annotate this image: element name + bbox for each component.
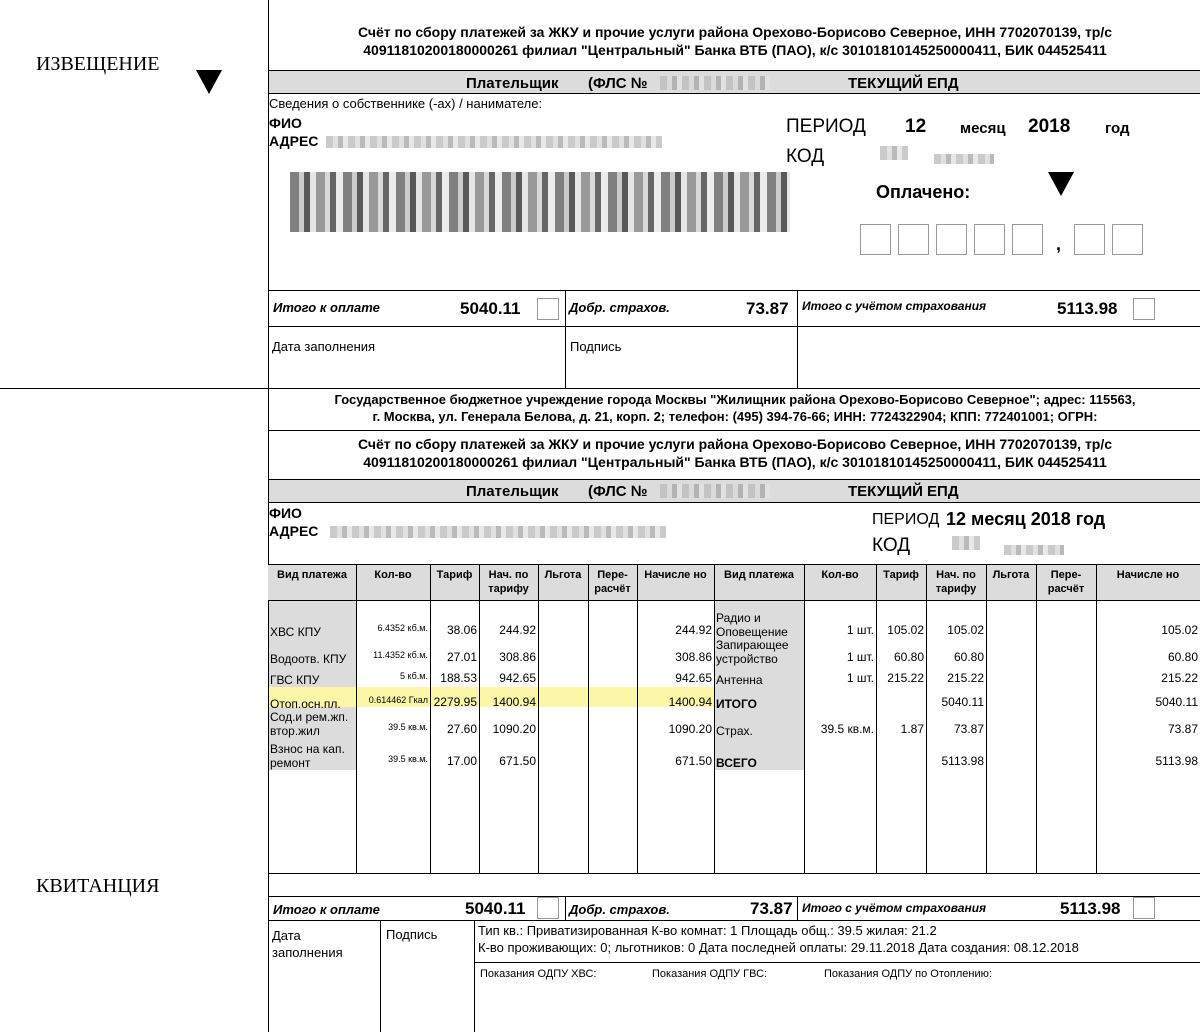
charge-cell-right: 105.02 [887, 623, 924, 637]
bottom-divider [474, 920, 475, 1032]
charge-cell-right: Радио и Оповещение [716, 611, 788, 639]
signature-label: Подпись [570, 339, 622, 354]
bottom-insurance-label: Добр. страхов. [569, 902, 670, 917]
charge-cell-right: ВСЕГО [716, 756, 757, 770]
org-line-1: Государственное бюджетное учреждение города Москвы "Жилищник района Орехово-Борисово Северное"; адрес: 115563, [334, 392, 1136, 407]
receipt-address-redacted [330, 526, 666, 538]
charge-cell-right: 5113.98 [1155, 754, 1198, 768]
bottom-insurance-value: 73.87 [750, 899, 793, 918]
bottom-totals-divider [797, 896, 798, 920]
receipt-code-redacted-1 [952, 536, 980, 550]
table-header-cell: Начисле но [1116, 569, 1180, 581]
charge-cell: 308.86 [499, 650, 536, 664]
charge-cell-right: 1 шт. [846, 650, 874, 664]
down-triangle-icon [1048, 172, 1074, 196]
bottom-fill-date-label: Дата заполнения [272, 928, 343, 960]
paid-comma: , [1056, 234, 1062, 254]
charge-cell-right: Страх. [716, 724, 753, 738]
bottom-totals-top-line [268, 896, 1200, 897]
receipt-code-redacted-2 [1004, 545, 1064, 555]
fls-number-redacted [660, 76, 770, 90]
charge-cell: 11.4352 кб.м. [373, 650, 428, 660]
address-label: АДРЕС [269, 133, 319, 149]
insurance-value: 73.87 [746, 299, 789, 318]
receipt-fio-label: ФИО [269, 505, 302, 521]
charge-cell: 244.92 [499, 623, 536, 637]
table-column-line [637, 564, 638, 873]
charge-cell: 27.01 [446, 650, 477, 664]
bottom-totals-divider [565, 896, 566, 920]
charge-cell: 1400.94 [492, 695, 536, 709]
charge-cell-right: Антенна [716, 673, 763, 687]
charge-cell: 1090.20 [492, 722, 536, 736]
charge-cell-right: 105.02 [1161, 623, 1198, 637]
receipt-period-label: ПЕРИОД [872, 511, 940, 528]
charge-cell: 38.06 [446, 623, 477, 637]
fill-date-label: Дата заполнения [272, 339, 376, 354]
info-line-2: К-во проживающих: 0; льготников: 0 Дата последней оплаты: 29.11.2018 Дата создания: 08.12.2018 [478, 940, 1079, 955]
table-header-cell: Кол-во [821, 569, 859, 581]
charge-cell: 942.65 [675, 671, 712, 685]
table-column-line [1036, 564, 1037, 873]
charge-cell: ХВС КПУ [270, 625, 321, 639]
section-divider [0, 388, 1200, 389]
receipt-fls-redacted [660, 484, 770, 498]
table-column-line [714, 564, 715, 873]
paid-digit-box[interactable] [1074, 224, 1105, 255]
code-redacted-1 [880, 146, 908, 160]
receipt-payer-label: Плательщик [466, 483, 559, 500]
code-label: КОД [786, 146, 825, 167]
table-header-cell: Вид платежа [724, 569, 794, 581]
charge-cell-right: ИТОГО [716, 697, 757, 711]
paid-digit-box[interactable] [936, 224, 967, 255]
charge-cell-right: 73.87 [1167, 722, 1198, 736]
odpu-cold-label: Показания ОДПУ ХВС: [480, 968, 597, 980]
table-column-line [430, 564, 431, 873]
address-redacted [326, 136, 662, 148]
total-value: 5040.11 [460, 299, 521, 318]
charge-cell: Сод.и рем.жп. втор.жил [270, 710, 349, 738]
table-column-line [538, 564, 539, 873]
receipt-label: КВИТАНЦИЯ [36, 875, 160, 897]
table-header-cell: Пере-расчёт [594, 569, 631, 595]
bill-line-2: 40911810200180000261 филиал "Центральный" Банка ВТБ (ПАО), к/с 30101810145250000411, БИК 044525411 [363, 42, 1107, 58]
period-label: ПЕРИОД [786, 116, 866, 137]
bottom-total-with-insurance-value: 5113.98 [1060, 899, 1121, 918]
period-month: 12 [905, 116, 927, 137]
charge-cell: 17.00 [446, 754, 477, 768]
period-year: 2018 [1028, 116, 1071, 137]
charge-cell: 671.50 [675, 754, 712, 768]
table-header-cell: Льгота [544, 569, 582, 581]
bottom-total-value: 5040.11 [465, 899, 526, 918]
bill-line-1: Счёт по сбору платежей за ЖКУ и прочие услуги района Орехово-Борисово Северное, ИНН 7702070139, тр/с [357, 24, 1113, 40]
total-checkbox[interactable] [537, 298, 559, 320]
fio-label: ФИО [269, 115, 302, 131]
charge-cell-right: 5040.11 [1155, 695, 1198, 709]
bottom-signature-label: Подпись [386, 927, 438, 942]
table-column-line [1096, 564, 1097, 873]
charge-cell-right: 1 шт. [846, 623, 874, 637]
receipt-bill-line-1: Счёт по сбору платежей за ЖКУ и прочие услуги района Орехово-Борисово Северное, ИНН 7702070139, тр/с [357, 436, 1113, 452]
charge-cell-right: 215.22 [1161, 671, 1198, 685]
charge-cell-right: 1 шт. [846, 671, 874, 685]
table-header-cell: Льгота [992, 569, 1030, 581]
charge-cell-right: 39.5 кв.м. [820, 722, 874, 736]
totals-divider [797, 290, 798, 388]
table-bottom-line [268, 873, 1200, 874]
paid-digit-box[interactable] [1012, 224, 1043, 255]
paid-label: Оплачено: [876, 182, 971, 202]
charge-cell: 942.65 [499, 671, 536, 685]
charge-cell: 244.92 [675, 623, 712, 637]
table-column-line [356, 564, 357, 873]
charge-cell-right: 215.22 [947, 671, 984, 685]
total-with-insurance-label: Итого с учётом страхования [802, 299, 987, 313]
charge-cell: 2279.95 [433, 695, 477, 709]
table-top-line [268, 564, 1200, 565]
insurance-label: Добр. страхов. [569, 300, 670, 315]
table-header-line [268, 600, 1200, 601]
month-word: месяц [960, 120, 1006, 137]
year-word: год [1105, 120, 1130, 137]
charge-cell: 5 кб.м. [400, 671, 428, 681]
total-with-insurance-checkbox[interactable] [1133, 298, 1155, 320]
odpu-hot-label: Показания ОДПУ ГВС: [652, 968, 768, 980]
barcode-redacted [290, 172, 790, 232]
paid-digit-box[interactable] [860, 224, 891, 255]
charge-cell-right: 1.87 [900, 722, 924, 736]
fls-label: (ФЛС № [588, 75, 648, 92]
info-line-1: Тип кв.: Приватизированная К-во комнат: 1 Площадь общ.: 39.5 жилая: 21.2 [478, 923, 937, 938]
charge-cell: 1090.20 [668, 722, 712, 736]
charge-cell: Отоп.осн.пл. [270, 697, 341, 711]
receipt-epd-label: ТЕКУЩИЙ ЕПД [848, 483, 959, 500]
table-header-cell: Нач. по тарифу [935, 569, 977, 595]
charge-cell: Взнос на кап. ремонт [270, 742, 345, 770]
receipt-address-label: АДРЕС [269, 523, 319, 539]
charge-cell: ГВС КПУ [270, 673, 320, 687]
charge-cell: 671.50 [499, 754, 536, 768]
table-column-line [588, 564, 589, 873]
charge-cell-right: 5113.98 [941, 754, 984, 768]
total-with-insurance-value: 5113.98 [1057, 299, 1118, 318]
org-line-2: г. Москва, ул. Генерала Белова, д. 21, корп. 2; телефон: (495) 394-76-66; ИНН: 7724322904; КПП: 772401001; ОГРН: [372, 409, 1098, 424]
totals-bottom-line [268, 326, 1200, 327]
charge-cell-right: 215.22 [887, 671, 924, 685]
bottom-total-label: Итого к оплате [273, 902, 380, 917]
code-redacted-2 [934, 154, 994, 164]
table-column-line [804, 564, 805, 873]
paid-digit-box[interactable] [1112, 224, 1143, 255]
odpu-divider [474, 962, 1200, 963]
charge-cell-right: 60.80 [953, 650, 984, 664]
charge-cell: 39.5 кв.м. [388, 754, 428, 764]
epd-label: ТЕКУЩИЙ ЕПД [848, 75, 959, 92]
receipt-period-value: 12 месяц 2018 год [946, 509, 1106, 529]
charge-cell-right: 5040.11 [941, 695, 984, 709]
table-column-line [479, 564, 480, 873]
charge-cell-right: 60.80 [893, 650, 924, 664]
table-header-cell: Тариф [436, 569, 473, 581]
table-column-line [926, 564, 927, 873]
bottom-divider [380, 920, 381, 1032]
charge-cell-right: 105.02 [947, 623, 984, 637]
table-header-cell: Нач. по тарифу [488, 569, 529, 595]
odpu-heat-label: Показания ОДПУ по Отоплению: [824, 968, 992, 980]
charge-cell-right: Запирающее устройство [716, 638, 789, 666]
table-header-cell: Вид платежа [277, 569, 347, 581]
table-header-cell: Кол-во [374, 569, 412, 581]
charge-cell-right: 73.87 [953, 722, 984, 736]
table-column-line [986, 564, 987, 873]
charge-cell-right: 60.80 [1167, 650, 1198, 664]
bottom-total-checkbox[interactable] [537, 897, 559, 919]
charge-cell: 1400.94 [668, 695, 712, 709]
notice-label: ИЗВЕЩЕНИЕ [36, 53, 160, 75]
receipt-bill-line-2: 40911810200180000261 филиал "Центральный" Банка ВТБ (ПАО), к/с 30101810145250000411, БИК 044525411 [363, 454, 1107, 470]
charge-cell: 0.614462 Гкал [368, 695, 428, 705]
receipt-code-label: КОД [872, 535, 911, 556]
charge-cell: 188.53 [440, 671, 477, 685]
payer-label: Плательщик [466, 75, 559, 92]
charge-cell: 39.5 кв.м. [388, 722, 428, 732]
bottom-total-with-insurance-label: Итого с учётом страхования [802, 901, 987, 915]
charge-cell: Водоотв. КПУ [270, 652, 347, 666]
charge-cell: 308.86 [675, 650, 712, 664]
bottom-total-with-insurance-checkbox[interactable] [1133, 897, 1155, 919]
table-header-cell: Пере-расчёт [1047, 569, 1085, 595]
totals-divider [565, 290, 566, 388]
totals-top-line [268, 290, 1200, 291]
paid-digit-box[interactable] [898, 224, 929, 255]
table-column-line [876, 564, 877, 873]
charge-cell: 6.4352 кб.м. [377, 623, 428, 633]
bottom-totals-bottom-line [268, 920, 1200, 921]
table-header-cell: Тариф [883, 569, 919, 581]
total-label: Итого к оплате [273, 300, 380, 315]
org-divider [268, 430, 1200, 431]
paid-digit-box[interactable] [974, 224, 1005, 255]
table-header-cell: Начисле но [644, 569, 707, 581]
receipt-fls-label: (ФЛС № [588, 483, 648, 500]
owner-info-label: Сведения о собственнике (-ах) / нанимателе: [269, 96, 543, 111]
charge-cell: 27.60 [446, 722, 477, 736]
down-triangle-icon [196, 70, 222, 94]
